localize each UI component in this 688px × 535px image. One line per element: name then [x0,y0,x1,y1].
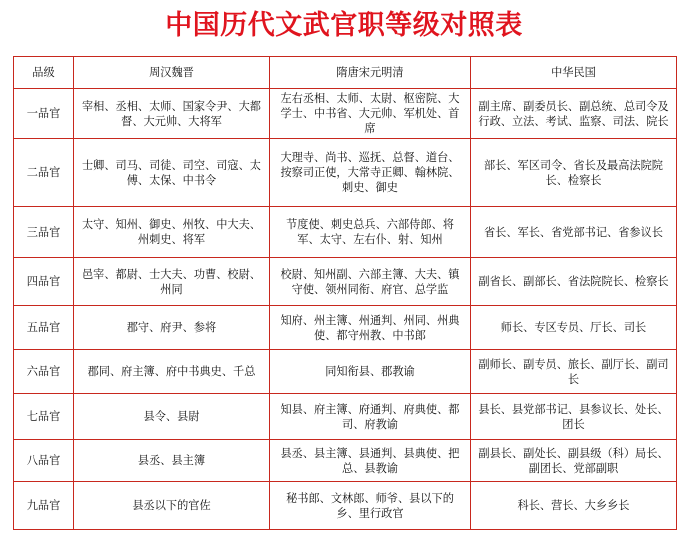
page-title: 中国历代文武官职等级对照表 [165,10,523,41]
suitang-cell: 左右丞相、太师、太尉、枢密院、大学士、中书省、大元帅、军机处、首席 [270,89,471,139]
zhouhan-cell: 士卿、司马、司徒、司空、司寇、太傅、太保、中书令 [74,139,270,207]
header-zhouhan: 周汉魏晋 [74,57,270,89]
table-row [14,482,677,530]
header-suitang: 隋唐宋元明清 [270,57,471,89]
minguo-cell: 副主席、副委员长、副总统、总司令及行政、立法、考试、监察、司法、院长 [471,89,677,139]
rank-cell: 六品官 [14,350,74,394]
rank-comparison-table [13,56,677,530]
suitang-cell: 知县、府主簿、府通判、府典使、都司、府教谕 [270,394,471,440]
rank-cell: 五品官 [14,306,74,350]
minguo-cell: 副县长、副处长、副县级（科）局长、副团长、党部副职 [471,440,677,482]
suitang-cell: 节度使、刺史总兵、六部侍郎、将军、太守、左右仆、射、知州 [270,207,471,258]
zhouhan-cell: 邑宰、都尉、士大夫、功曹、校尉、州同 [74,258,270,306]
zhouhan-cell: 宰相、丞相、太师、国家令尹、大都督、大元帅、大将军 [74,89,270,139]
rank-cell: 三品官 [14,207,74,258]
zhouhan-cell: 郡守、府尹、参将 [74,306,270,350]
zhouhan-cell: 县丞、县主簿 [74,440,270,482]
rank-cell: 八品官 [14,440,74,482]
suitang-cell: 县丞、县主簿、县通判、县典使、把总、县教谕 [270,440,471,482]
minguo-cell: 县长、县党部书记、县参议长、处长、团长 [471,394,677,440]
suitang-cell: 大理寺、尚书、巡抚、总督、道台、按察司正使，大常寺正卿、翰林院、刺史、御史 [270,139,471,207]
minguo-cell: 省长、军长、省党部书记、省参议长 [471,207,677,258]
rank-cell: 二品官 [14,139,74,207]
table-row [14,394,677,440]
zhouhan-cell: 郡同、府主簿、府中书典史、千总 [74,350,270,394]
rank-cell: 一品官 [14,89,74,139]
minguo-cell: 科长、营长、大乡乡长 [471,482,677,530]
header-rank: 品级 [14,57,74,89]
rank-cell: 九品官 [14,482,74,530]
zhouhan-cell: 太守、知州、御史、州牧、中大夫、州刺史、将军 [74,207,270,258]
suitang-cell: 知府、州主簿、州通判、州同、州典使、都守州教、中书郎 [270,306,471,350]
table-row [14,207,677,258]
zhouhan-cell: 县令、县尉 [74,394,270,440]
suitang-cell: 秘书郎、文林郎、师爷、县以下的乡、里行政官 [270,482,471,530]
rank-cell: 七品官 [14,394,74,440]
suitang-cell: 校尉、知州副、六部主簿、大夫、镇守使、领州同衔、府官、总学监 [270,258,471,306]
table-row [14,139,677,207]
table-row [14,258,677,306]
table-header-row [14,57,677,89]
minguo-cell: 副省长、副部长、省法院院长、检察长 [471,258,677,306]
minguo-cell: 部长、军区司令、省长及最高法院院长、检察长 [471,139,677,207]
table-row [14,306,677,350]
table-row [14,440,677,482]
table-row [14,89,677,139]
table-row [14,350,677,394]
minguo-cell: 师长、专区专员、厅长、司长 [471,306,677,350]
rank-cell: 四品官 [14,258,74,306]
zhouhan-cell: 县丞以下的官佐 [74,482,270,530]
suitang-cell: 同知衔县、郡教谕 [270,350,471,394]
minguo-cell: 副师长、副专员、旅长、副厅长、副司长 [471,350,677,394]
header-minguo: 中华民国 [471,57,677,89]
